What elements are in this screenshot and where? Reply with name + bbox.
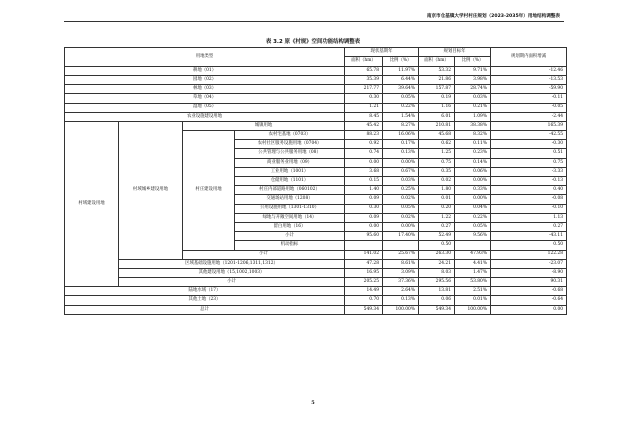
row-label: 湿地（05） — [65, 103, 345, 112]
cell-base-area: 0.00 — [345, 158, 383, 167]
cell-base-area: 0.09 — [345, 195, 383, 204]
cell-base-ratio: 11.97% — [383, 66, 419, 75]
cell-target-area: 1.16 — [419, 103, 455, 112]
cell-target-area: 0.27 — [419, 222, 455, 231]
row-label: 城镇用地 — [183, 121, 345, 130]
col-header-ratio: 比例（%） — [455, 57, 491, 66]
table-row — [65, 296, 567, 305]
cell-target-ratio: 0.21% — [455, 103, 491, 112]
cell-target-area: 0.02 — [419, 177, 455, 186]
row-label: 农村社区服务设施用地（0704） — [235, 140, 345, 149]
cell-change: 0.50 — [491, 241, 567, 250]
cell-change: -0.64 — [491, 296, 567, 305]
table-row — [65, 85, 567, 94]
cell-target-area: 8.03 — [419, 268, 455, 277]
cell-base-area: 88.23 — [345, 131, 383, 140]
cell-target-ratio: 4.41% — [455, 259, 491, 268]
cell-base-area: 1.21 — [345, 103, 383, 112]
cell-target-ratio: 0.05% — [455, 222, 491, 231]
row-label: 陆地水域（17） — [65, 287, 345, 296]
land-use-table — [64, 47, 567, 315]
cell-target-area: 0.01 — [419, 195, 455, 204]
cell-base-area: 16.95 — [345, 268, 383, 277]
col-header-area: 面积（hm） — [345, 57, 383, 66]
cell-change: -8.90 — [491, 268, 567, 277]
cell-base-ratio: 37.36% — [383, 278, 419, 287]
cell-target-area: 549.34 — [419, 305, 455, 314]
row-label: 机动指标 — [235, 241, 345, 250]
cell-change: 0.27 — [491, 222, 567, 231]
row-label: 交通场站用地（1208） — [235, 195, 345, 204]
cell-base-ratio: 0.05% — [383, 94, 419, 103]
row-label: 其他土地（23） — [65, 296, 345, 305]
cell-base-ratio: 0.00% — [383, 222, 419, 231]
cell-change: -0.11 — [491, 94, 567, 103]
row-label: 农村宅基地（0703） — [235, 131, 345, 140]
cell-base-area: 0.00 — [345, 222, 383, 231]
cell-target-ratio: 8.32% — [455, 131, 491, 140]
cell-base-ratio: 6.44% — [383, 75, 419, 84]
cell-target-area: 13.81 — [419, 287, 455, 296]
cell-base-ratio: 100.00% — [383, 305, 419, 314]
col-header-type: 用地类型 — [65, 48, 345, 67]
cell-base-ratio: 3.09% — [383, 268, 419, 277]
group-village-construction-land: 村庄建设用地 — [183, 131, 235, 250]
cell-change: -23.07 — [491, 259, 567, 268]
page-number: 5 — [311, 400, 315, 406]
cell-target-ratio: 28.74% — [455, 85, 491, 94]
row-label: 其他建设用地（15,1002,1003） — [119, 268, 345, 277]
cell-change: -59.90 — [491, 85, 567, 94]
table-row — [65, 287, 567, 296]
cell-change: -0.10 — [491, 204, 567, 213]
cell-base-ratio: 0.05% — [383, 204, 419, 213]
cell-base-area: 0.30 — [345, 94, 383, 103]
cell-target-area: 53.32 — [419, 66, 455, 75]
col-header-change: 规划期内面积增减 — [491, 48, 567, 67]
cell-target-area: 1.22 — [419, 213, 455, 222]
cell-base-area: 35.39 — [345, 75, 383, 84]
table-row-total — [65, 305, 567, 314]
cell-target-area: 0.75 — [419, 158, 455, 167]
cell-base-area: 47.28 — [345, 259, 383, 268]
cell-base-area: 45.42 — [345, 121, 383, 130]
cell-change: 165.39 — [491, 121, 567, 130]
cell-target-area: 0.20 — [419, 204, 455, 213]
cell-change: -42.55 — [491, 131, 567, 140]
cell-target-ratio: 0.04% — [455, 204, 491, 213]
cell-change: -2.44 — [491, 112, 567, 121]
cell-base-ratio: 0.13% — [383, 149, 419, 158]
cell-base-ratio: 17.40% — [383, 232, 419, 241]
row-label: 留白用地（16） — [235, 222, 345, 231]
cell-target-area: 1.80 — [419, 186, 455, 195]
cell-base-area — [345, 241, 383, 250]
row-label: 林地（03） — [65, 85, 345, 94]
cell-target-area: 52.49 — [419, 232, 455, 241]
cell-base-ratio — [383, 241, 419, 250]
cell-base-area: 217.77 — [345, 85, 383, 94]
cell-target-ratio — [455, 241, 491, 250]
table-row-subtotal — [65, 278, 567, 287]
cell-target-ratio: 0.00% — [455, 195, 491, 204]
cell-target-ratio: 0.33% — [455, 186, 491, 195]
cell-target-ratio: 0.06% — [455, 167, 491, 176]
row-label: 工业用地（1001） — [235, 167, 345, 176]
row-label: 公共管理与公共服务用地（08） — [235, 149, 345, 158]
cell-change: 0.51 — [491, 149, 567, 158]
cell-change: 0.00 — [491, 305, 567, 314]
cell-change: 0.40 — [491, 186, 567, 195]
cell-target-ratio: 9.56% — [455, 232, 491, 241]
cell-target-ratio: 100.00% — [455, 305, 491, 314]
group-urban-rural: 村域城乡建设用地 — [119, 121, 183, 259]
table-row — [65, 259, 567, 268]
cell-base-area: 3.68 — [345, 167, 383, 176]
cell-base-ratio: 2.64% — [383, 287, 419, 296]
col-header-area: 面积（hm） — [419, 57, 455, 66]
cell-target-ratio: 53.80% — [455, 278, 491, 287]
cell-target-ratio: 0.01% — [455, 296, 491, 305]
cell-base-ratio: 0.13% — [383, 296, 419, 305]
table-row — [65, 121, 567, 130]
row-label: 小计 — [183, 250, 345, 259]
cell-base-area: 0.15 — [345, 177, 383, 186]
cell-base-ratio: 0.67% — [383, 167, 419, 176]
cell-target-ratio: 0.23% — [455, 149, 491, 158]
cell-target-area: 0.19 — [419, 94, 455, 103]
cell-base-ratio: 0.25% — [383, 186, 419, 195]
row-label: 耕地（01） — [65, 66, 345, 75]
cell-target-ratio: 0.00% — [455, 177, 491, 186]
cell-base-area: 8.45 — [345, 112, 383, 121]
row-label: 小计 — [119, 278, 345, 287]
table-row — [65, 66, 567, 75]
row-label: 仓储用地（1101） — [235, 177, 345, 186]
cell-change: -13.53 — [491, 75, 567, 84]
col-header-base-year: 现状基期年 — [345, 48, 419, 57]
cell-base-ratio: 25.67% — [383, 250, 419, 259]
cell-target-area: 263.30 — [419, 250, 455, 259]
cell-target-ratio: 0.22% — [455, 213, 491, 222]
cell-target-ratio: 1.47% — [455, 268, 491, 277]
row-label: 草地（04） — [65, 94, 345, 103]
cell-base-ratio: 8.27% — [383, 121, 419, 130]
cell-base-area: 0.30 — [345, 204, 383, 213]
cell-base-ratio: 0.02% — [383, 213, 419, 222]
cell-change: 1.13 — [491, 213, 567, 222]
cell-target-ratio: 9.71% — [455, 66, 491, 75]
cell-change: -43.11 — [491, 232, 567, 241]
header-row — [65, 48, 567, 57]
table-row — [65, 75, 567, 84]
cell-base-area: 549.34 — [345, 305, 383, 314]
cell-change: 90.31 — [491, 278, 567, 287]
cell-base-area: 0.70 — [345, 296, 383, 305]
row-label: 区域基础设施用地（1201-1206,1311,1312） — [119, 259, 345, 268]
cell-base-ratio: 1.54% — [383, 112, 419, 121]
cell-target-area: 0.06 — [419, 296, 455, 305]
cell-base-ratio: 39.64% — [383, 85, 419, 94]
cell-base-area: 0.92 — [345, 140, 383, 149]
cell-base-ratio: 8.61% — [383, 259, 419, 268]
row-label: 商业服务业用地（09） — [235, 158, 345, 167]
cell-target-area: 45.68 — [419, 131, 455, 140]
col-header-ratio: 比例（%） — [383, 57, 419, 66]
cell-change: -0.68 — [491, 287, 567, 296]
cell-change: -0.13 — [491, 177, 567, 186]
cell-base-ratio: 0.17% — [383, 140, 419, 149]
cell-target-area: 0.35 — [419, 167, 455, 176]
cell-target-area: 21.86 — [419, 75, 455, 84]
table-row — [65, 268, 567, 277]
cell-base-area: 205.25 — [345, 278, 383, 287]
cell-target-area: 6.01 — [419, 112, 455, 121]
table-caption: 表 3.2 原《村规》空间功能结构调整表 — [265, 39, 361, 45]
cell-base-ratio: 0.03% — [383, 177, 419, 186]
cell-target-area: 24.21 — [419, 259, 455, 268]
cell-target-ratio: 38.38% — [455, 121, 491, 130]
row-label: 农业设施建设用地 — [65, 112, 345, 121]
table-row — [65, 103, 567, 112]
cell-base-area: 0.74 — [345, 149, 383, 158]
row-label: 园地（02） — [65, 75, 345, 84]
cell-target-area: 157.87 — [419, 85, 455, 94]
cell-target-ratio: 2.51% — [455, 287, 491, 296]
table-row — [65, 94, 567, 103]
cell-base-area: 65.78 — [345, 66, 383, 75]
cell-change: -0.30 — [491, 140, 567, 149]
row-label: 总计 — [65, 305, 345, 314]
page-header — [0, 0, 626, 19]
col-header-target-year: 规划目标年 — [419, 48, 491, 57]
row-label: 公用设施用地（1301-1310） — [235, 204, 345, 213]
cell-base-area: 141.02 — [345, 250, 383, 259]
cell-base-area: 14.49 — [345, 287, 383, 296]
cell-base-ratio: 0.00% — [383, 158, 419, 167]
cell-target-ratio: 47.93% — [455, 250, 491, 259]
cell-target-ratio: 3.98% — [455, 75, 491, 84]
cell-base-area: 95.60 — [345, 232, 383, 241]
cell-target-ratio: 1.09% — [455, 112, 491, 121]
cell-base-ratio: 0.02% — [383, 195, 419, 204]
group-village-construction: 村域建设用地 — [65, 121, 119, 286]
cell-change: -0.05 — [491, 103, 567, 112]
row-label: 小计 — [235, 232, 345, 241]
header-rule — [64, 21, 564, 22]
table-row — [65, 112, 567, 121]
cell-target-area: 0.50 — [419, 241, 455, 250]
cell-target-area: 1.25 — [419, 149, 455, 158]
cell-target-area: 0.62 — [419, 140, 455, 149]
cell-target-ratio: 0.14% — [455, 158, 491, 167]
cell-target-ratio: 0.11% — [455, 140, 491, 149]
cell-target-ratio: 0.03% — [455, 94, 491, 103]
cell-change: -3.33 — [491, 167, 567, 176]
cell-change: -0.08 — [491, 195, 567, 204]
cell-base-ratio: 0.22% — [383, 103, 419, 112]
header-title: 南京市仓基镇大学村村庄规划（2023-2035年）用地结构调整表 — [426, 14, 560, 19]
cell-base-ratio: 16.06% — [383, 131, 419, 140]
cell-change: 122.28 — [491, 250, 567, 259]
cell-base-area: 1.40 — [345, 186, 383, 195]
cell-change: -12.46 — [491, 66, 567, 75]
cell-base-area: 0.09 — [345, 213, 383, 222]
cell-target-area: 210.81 — [419, 121, 455, 130]
row-label: 村庄内部道路用地（060102） — [235, 186, 345, 195]
row-label: 绿地与开敞空间用地（14） — [235, 213, 345, 222]
cell-target-area: 295.56 — [419, 278, 455, 287]
cell-change: 0.75 — [491, 158, 567, 167]
